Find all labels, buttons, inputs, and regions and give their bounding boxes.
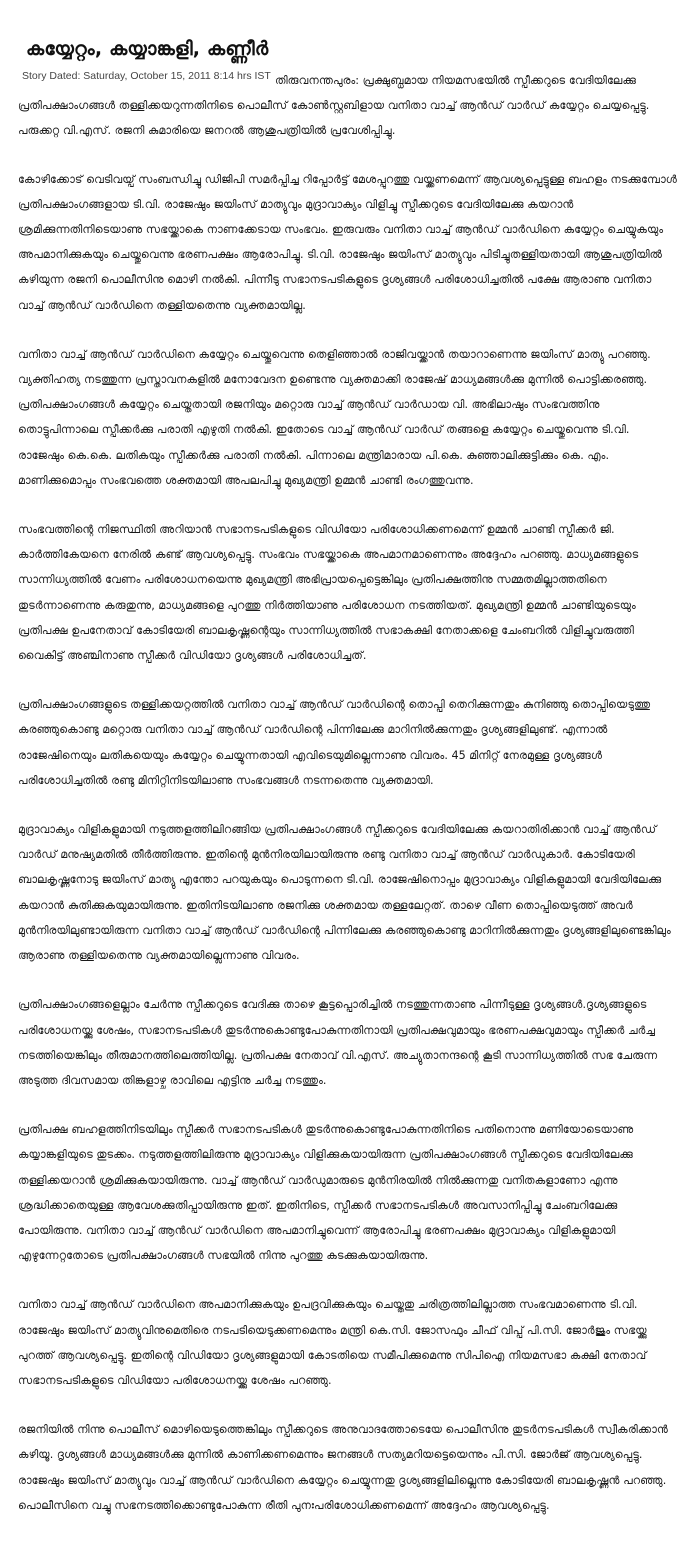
article-paragraph: പ്രതിപക്ഷ ബഹളത്തിനിടയിലും സ്പീക്കര്‍ സഭാനടപടികള്‍ തുടര്‍ന്നുകൊണ്ടുപോകുന്നതിനിടെ പതിനൊന്നു മണിയോടെയാണു കയ്യാങ്കളിയുടെ തുടക്കം. നടുത്തളത്തിലിരുന്നു മുദ്രാവാക്യം വിളിക്കുകയായിരുന്ന പ്രതിപക്ഷാംഗങ്ങള്‍ സ്പീക്കറുടെ വേദിയിലേക്കു തള്ളിക്കയറാന്‍ ശ്രമിക്കുകയായിരുന്നു. വാച്ച് ആന്‍ഡ് വാര്‍ഡുമാരുടെ മുന്‍നിരയില്‍ നില്‍ക്കുന്നതു വനിതകളാണോ എന്നു ശ്രദ്ധിക്കാതെയുള്ള ആവേശക്കുതിപ്പായിരുന്നു ഇത്. ഇതിനിടെ, സ്പീക്കര്‍ സഭാനടപടികള്‍ അവസാനിപ്പിച്ചു ചേംബറിലേക്കു പോയിരുന്നു. വനിതാ വാച്ച് ആന്‍ഡ് വാര്‍ഡിനെ അപമാനിച്ചുവെന്ന് ആരോപിച്ചു ഭരണപക്ഷം മുദ്രാവാക്യം വിളികളുമായി എഴുന്നേറ്റതോടെ പ്രതിപക്ഷാംഗങ്ങള്‍ സഭയില്‍ നിന്നു പുറത്തു കടക്കുകയായിരുന്നു. (18, 1123, 634, 1263)
paragraph-text: തിരുവനന്തപുരം: പ്രക്ഷുബ്ധമായ നിയമസഭയില്‍ സ്പീക്കറുടെ വേദിയിലേക്കു പ്രതിപക്ഷാംഗങ്ങള്‍ തള്ളിക്കയറുന്നതിനിടെ പൊലീസ് കോണ്‍സ്റ്റബിളായ വനിതാ വാച്ച് ആന്‍ഡ് വാര്‍ഡ് കയ്യേറ്റം ചെയ്യപ്പെട്ടു. പരുക്കറ്റ വി.എസ്. രജനി കുമാരിയെ ജനറല്‍ ആശുപത്രിയില്‍ പ്രവേശിപ്പിച്ചു. (18, 74, 650, 138)
article-body (18, 68, 678, 1542)
article-paragraph: സംഭവത്തിന്റെ നിജസ്ഥിതി അറിയാന്‍ സഭാനടപടികളുടെ വിഡിയോ പരിശോധിക്കണമെന്ന് ഉമ്മന്‍ ചാണ്ടി സ്പീക്കര്‍ ജി. കാര്‍ത്തികേയനെ നേരില്‍ കണ്ട് ആവശ്യപ്പെട്ടു. സംഭവം സഭയ്ക്കാകെ അപമാനമാണെന്നും അദ്ദേഹം പറഞ്ഞു. മാധ്യമങ്ങളുടെ സാന്നിധ്യത്തില്‍ വേണം പരിശോധനയെന്നു മുഖ്യമന്ത്രി അഭിപ്രായപ്പെട്ടെങ്കിലും പ്രതിപക്ഷത്തിനു സമ്മതമില്ലാത്തതിനെ തുടര്‍ന്നാണെന്നു കരുതുന്നു, മാധ്യമങ്ങളെ പുറത്തു നിര്‍ത്തിയാണു പരിശോധന നടത്തിയത്. മുഖ്യമന്ത്രി ഉമ്മന്‍ ചാണ്ടിയുടെയും പ്രതിപക്ഷ ഉപനേതാവ് കോടിയേരി ബാലകൃഷ്ണന്റെയും സാന്നിധ്യത്തില്‍ സഭാകക്ഷി നേതാക്കളെ ചേംബറില്‍ വിളിച്ചുവരുത്തി വൈകിട്ട് അഞ്ചിനാണു സ്പീക്കര്‍ വിഡിയോ ദൃശ്യങ്ങള്‍ പരിശോധിച്ചത്. (18, 523, 639, 663)
article-paragraph: വനിതാ വാച്ച് ആന്‍ഡ് വാര്‍ഡിനെ അപമാനിക്കുകയും ഉപദ്രവിക്കുകയും ചെയ്തതു ചരിത്രത്തിലില്ലാത്ത സംഭവമാണെന്നു ടി.വി. രാജേഷും ജയിംസ് മാത്യുവിനുമെതിരെ നടപടിയെടുക്കണമെന്നും മന്ത്രി കെ.സി. ജോസഫും ചീഫ് വിപ്പ് പി.സി. ജോര്‍ജും സഭയ്ക്കു പുറത്ത് ആവശ്യപ്പെട്ടു. ഇതിന്റെ വിഡിയോ ദൃശ്യങ്ങളുമായി കോടതിയെ സമീപിക്കുമെന്നു സിപിഐ നിയമസഭാ കക്ഷി നേതാവ് സഭാനടപടികളുടെ വിഡിയോ പരിശോധനയ്ക്കു ശേഷം പറഞ്ഞു. (18, 1298, 647, 1387)
article-paragraph: രജനിയില്‍ നിന്നു പൊലീസ് മൊഴിയെടുത്തെങ്കിലും സ്പീക്കറുടെ അനുവാദത്തോടെയേ പൊലീസിനു തുടര്‍നടപടികള്‍ സ്വീകരിക്കാന്‍ കഴിയൂ. ദൃശ്യങ്ങള്‍ മാധ്യമങ്ങള്‍ക്കു മുന്നില്‍ കാണിക്കണമെന്നും ജനങ്ങള്‍ സത്യമറിയട്ടെയെന്നും പി.സി. ജോര്‍ജ് ആവശ്യപ്പെട്ടു. രാജേഷും ജയിംസ് മാത്യുവും വാച്ച് ആന്‍ഡ് വാര്‍ഡിനെ കയ്യേറ്റം ചെയ്യുന്നതു ദൃശ്യങ്ങളിലില്ലെന്നു കോടിയേരി ബാലകൃഷ്ണന്‍ പറഞ്ഞു. പൊലീസിനെ വച്ചു സഭനടത്തിക്കൊണ്ടുപോകുന്ന രീതി പുനഃപരിശോധിക്കണമെന്ന് അദ്ദേഹം ആവശ്യപ്പെട്ടു. (18, 1423, 668, 1512)
article-paragraph: വനിതാ വാച്ച് ആന്‍ഡ് വാര്‍ഡിനെ കയ്യേറ്റം ചെയ്തുവെന്നു തെളിഞ്ഞാല്‍ രാജിവയ്ക്കാന്‍ തയാറാണെന്നു ജയിംസ് മാത്യു പറഞ്ഞു. വ്യക്തിഹത്യ നടത്തുന്ന പ്രസ്താവനകളില്‍ മനോവേദന ഉണ്ടെന്നു വ്യക്തമാക്കി രാജേഷ് മാധ്യമങ്ങള്‍ക്കു മുന്നില്‍ പൊട്ടിക്കരഞ്ഞു. പ്രതിപക്ഷാംഗങ്ങള്‍ കയ്യേറ്റം ചെയ്തതായി രജനിയും മറ്റൊരു വാച്ച് ആന്‍ഡ് വാര്‍ഡായ വി. അഭിലാഷും സംഭവത്തിനു തൊട്ടുപിന്നാലെ സ്പീക്കര്‍ക്കു പരാതി എഴുതി നല്‍കി. ഇതോടെ വാച്ച് ആന്‍ഡ് വാര്‍ഡ് തങ്ങളെ കയ്യേറ്റം ചെയ്തുവെന്നു ടി.വി. രാജേഷും കെ.കെ. ലതികയും സ്പീക്കര്‍ക്കു പരാതി നല്‍കി. പിന്നാലെ മന്ത്രിമാരായ പി.കെ. കുഞ്ഞാലിക്കുട്ടിക്കും കെ. എം. മാണിക്കുമൊപ്പം സംഭവത്തെ ശക്തമായി അപലപിച്ചു മുഖ്യമന്ത്രി ഉമ്മന്‍ ചാണ്ടി രംഗത്തുവന്നു. (18, 347, 651, 487)
article-meta (22, 68, 672, 84)
article-paragraph: മുദ്രാവാക്യം വിളികളുമായി നടുത്തളത്തിലിറങ്ങിയ പ്രതിപക്ഷാംഗങ്ങള്‍ സ്പീക്കറുടെ വേദിയിലേക്കു കയറാതിരിക്കാന്‍ വാച്ച് ആന്‍ഡ് വാര്‍ഡ് മനുഷ്യമതില്‍ തീര്‍ത്തിരുന്നു. ഇതിന്റെ മുന്‍നിരയിലായിരുന്നു രണ്ടു വനിതാ വാച്ച് ആന്‍ഡ് വാര്‍ഡുകാര്‍. കോടിയേരി ബാലകൃഷ്ണനോടു ജയിംസ് മാത്യു എന്തോ പറയുകയും പൊടുന്നനെ ടി.വി. രാജേഷിനൊപ്പം മുദ്രാവാക്യം വിളികളുമായി വേദിയിലേക്കു കയറാന്‍ കുതിക്കുകയുമായിരുന്നു. ഇതിനിടയിലാണു രജനിക്കു ശക്തമായ തള്ളലേറ്റത്. താഴെ വീണ തൊപ്പിയെടുത്ത് അവര്‍ മുന്‍നിരയിലുണ്ടായിരുന്ന വനിതാ വാച്ച് ആന്‍ഡ് വാര്‍ഡിന്റെ പിന്നിലേക്കു കരഞ്ഞുകൊണ്ടു മാറിനില്‍ക്കുന്നതും ദൃശ്യങ്ങളിലുണ്ടെങ്കിലും ആരാണു തള്ളിയതെന്നു വ്യക്തമായില്ലെന്നാണു വിവരം. (18, 823, 671, 963)
article-paragraph: പ്രതിപക്ഷാംഗങ്ങളെല്ലാം ചേര്‍ന്നു സ്പീക്കറുടെ വേദിക്കു താഴെ കൂട്ടപ്പൊരിച്ചില്‍ നടത്തുന്നതാണു പിന്നീടുള്ള ദൃശ്യങ്ങള്‍.ദൃശ്യങ്ങളുടെ പരിശോധനയ്ക്കു ശേഷം, സഭാനടപടികള്‍ തുടര്‍ന്നുകൊണ്ടുപോകുന്നതിനായി പ്രതിപക്ഷവുമായും ഭരണപക്ഷവുമായും സ്പീക്കര്‍ ചര്‍ച്ച നടത്തിയെങ്കിലും തീരുമാനത്തിലെത്തിയില്ല. പ്രതിപക്ഷ നേതാവ് വി.എസ്. അച്യുതാനന്ദന്റെ കൂടി സാന്നിധ്യത്തില്‍ സഭ ചേരുന്ന അടുത്ത ദിവസമായ തിങ്കളാഴ്ച രാവിലെ എട്ടിനു ചര്‍ച്ച നടത്തും. (18, 998, 658, 1087)
story-dateline: Story Dated: Saturday, October 15, 2011 8:14 hrs IST (22, 70, 271, 82)
article-paragraph: പ്രതിപക്ഷാംഗങ്ങളുടെ തള്ളിക്കയറ്റത്തില്‍ വനിതാ വാച്ച് ആന്‍ഡ് വാര്‍ഡിന്റെ തൊപ്പി തെറിക്കുന്നതും കുനിഞ്ഞു തൊപ്പിയെടുത്തു കരഞ്ഞുകൊണ്ടു മറ്റൊരു വനിതാ വാച്ച് ആന്‍ഡ് വാര്‍ഡിന്റെ പിന്നിലേക്കു മാറിനില്‍ക്കുന്നതും ദൃശ്യങ്ങളിലുണ്ട്. എന്നാല്‍ രാജേഷിനെയും ലതികയെയും കയ്യേറ്റം ചെയ്യുന്നതായി എവിടെയുമില്ലെന്നാണു വിവരം. 45 മിനിറ്റ് നേരമുള്ള ദൃശ്യങ്ങള്‍ പരിശോധിച്ചതില്‍ രണ്ടു മിനിറ്റിനിടയിലാണു സംഭവങ്ങള്‍ നടന്നതെന്നു വ്യക്തമായി. (18, 698, 651, 787)
article-headline: കയ്യേറ്റം, കയ്യാങ്കളി, കണ്ണീര്‍ (26, 38, 269, 60)
article-paragraph: കോഴിക്കോട് വെടിവയ്പ് സംബന്ധിച്ചു ഡിജിപി സമര്‍പ്പിച്ച റിപ്പോര്‍ട്ട് മേശപ്പുറത്തു വയ്ക്കണമെന്ന് ആവശ്യപ്പെട്ടുള്ള ബഹളം നടക്കുമ്പോള്‍ പ്രതിപക്ഷാംഗങ്ങളായ ടി.വി. രാജേഷും ജയിംസ് മാത്യുവും മുദ്രാവാക്യം വിളിച്ചു സ്പീക്കറുടെ വേദിയിലേക്കു കയറാന്‍ ശ്രമിക്കുന്നതിനിടെയാണു സഭയ്ക്കാകെ നാണക്കേടായ സംഭവം. ഇരുവരും വനിതാ വാച്ച് ആന്‍ഡ് വാര്‍ഡിനെ കയ്യേറ്റം ചെയ്യുകയും അപമാനിക്കുകയും ചെയ്തുവെന്നു ഭരണപക്ഷം ആരോപിച്ചു. ടി.വി. രാജേഷും ജയിംസ് മാത്യുവും പിടിച്ചുതള്ളിയതായി ആശുപത്രിയില്‍ കഴിയുന്ന രജനി പൊലീസിനു മൊഴി നല്‍കി. പിന്നീടു സഭാനടപടികളുടെ ദൃശ്യങ്ങള്‍ പരിശോധിച്ചതില്‍ പക്ഷേ ആരാണു വനിതാ വാച്ച് ആന്‍ഡ് വാര്‍ഡിനെ തള്ളിയതെന്നു വ്യക്തമായില്ല. (18, 172, 677, 312)
